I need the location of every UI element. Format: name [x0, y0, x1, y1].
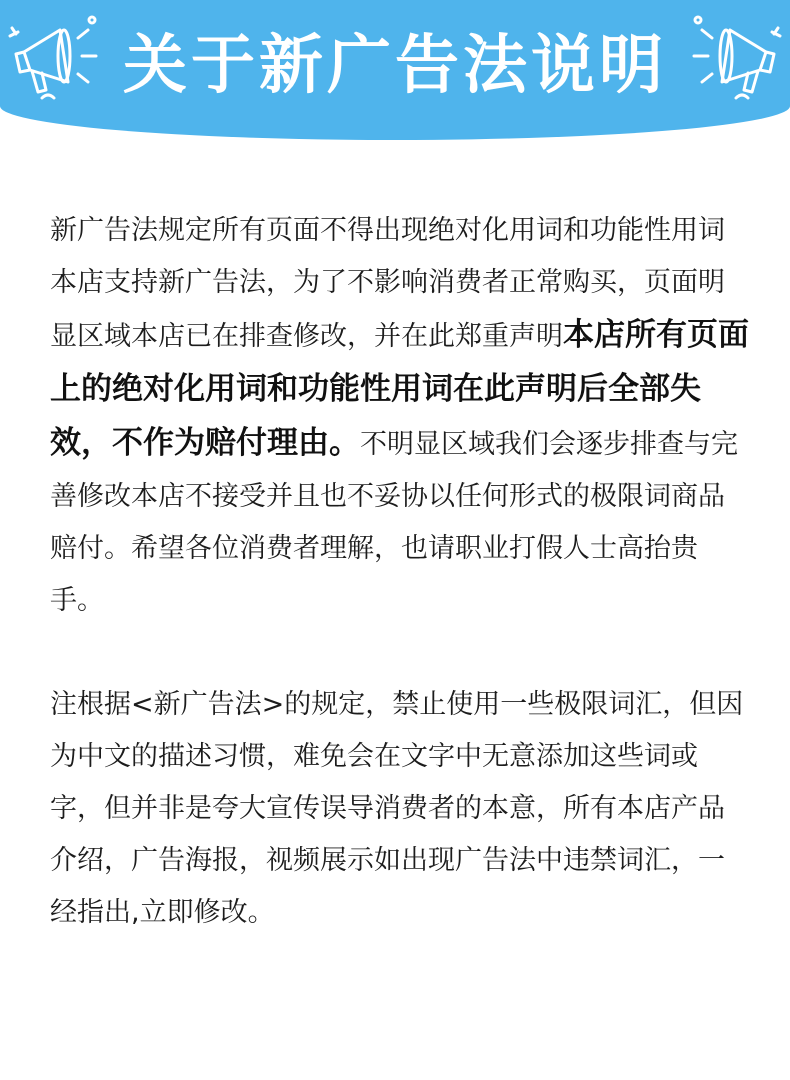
megaphone-icon — [684, 8, 788, 112]
page-title: 关于新广告法说明 — [123, 29, 667, 103]
notice-paragraph-1 — [50, 205, 750, 627]
header-banner — [0, 0, 790, 140]
notice-paragraph-2: 注根据<新广告法>的规定，禁止使用一些极限词汇，但因为中文的描述习惯，难免会在文字中无意添加这些词或字，但并非是夸大宣传误导消费者的本意，所有本店产品介绍，广告海报，视频展示如出现广告法中违禁词汇，一经指出,立即修改。 — [50, 689, 744, 928]
emphasis-text: 本店所有页面上的绝对化用词和功能性用词在此声明后全部失效，不作为赔付理由。 — [50, 317, 749, 461]
rest-text: 不明显区域我们会逐步排查与完善修改本店不接受并且也不妥协以任何形式的极限词商品赔付。希望各位消费者理解，也请职业打假人士高抬贵手。 — [50, 429, 738, 616]
intro-text: 新广告法规定所有页面不得出现绝对化用词和功能性用词本店支持新广告法，为了不影响消费者正常购买，页面明显区域本店已在排查修改，并在此郑重声明 — [50, 215, 725, 352]
notice-body — [0, 205, 790, 939]
